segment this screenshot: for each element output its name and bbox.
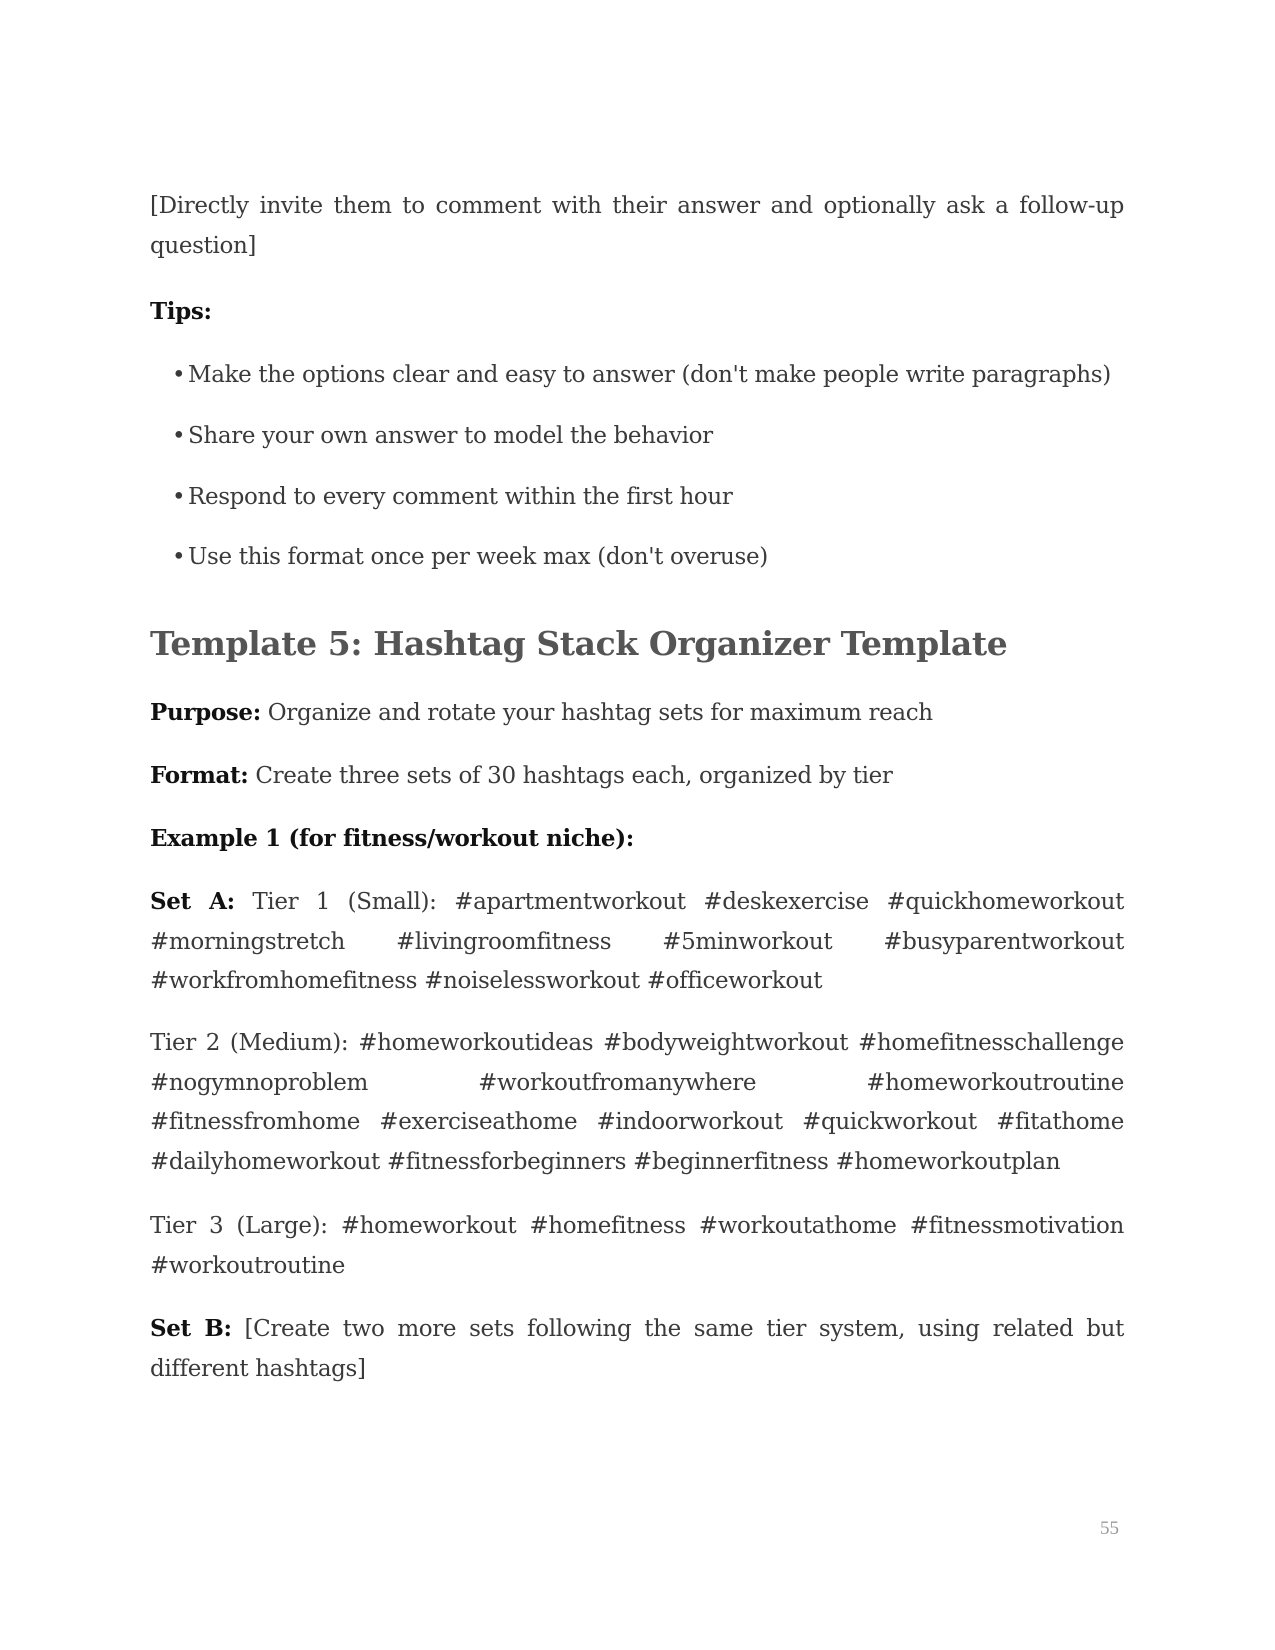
bullet-icon: • bbox=[172, 362, 186, 388]
set-b-label: Set B: bbox=[150, 1315, 232, 1342]
tips-label: Tips: bbox=[150, 298, 212, 325]
bullet-icon: • bbox=[172, 484, 186, 510]
format-label: Format: bbox=[150, 762, 249, 789]
tip-item bbox=[172, 542, 768, 572]
set-b-text: [Create two more sets following the same tier system, using related but different hashtags] bbox=[150, 1316, 1124, 1382]
tier1-hashtags: Tier 1 (Small): #apartmentworkout #deskexercise #quickhomeworkout #morningstretch #livingroomfitness #5minworkout #busyparentworkout #workfromhomefitness #noiselessworkout #officeworkout bbox=[150, 889, 1124, 994]
section-title: Template 5: Hashtag Stack Organizer Template bbox=[150, 624, 1008, 663]
set-a-tier1 bbox=[150, 882, 1124, 1002]
format-text: Create three sets of 30 hashtags each, organized by tier bbox=[248, 763, 893, 789]
intro-paragraph: [Directly invite them to comment with their answer and optionally ask a follow-up question] bbox=[150, 193, 1124, 259]
bullet-icon: • bbox=[172, 544, 186, 570]
tip-text: Share your own answer to model the behavior bbox=[188, 423, 713, 449]
tip-text: Respond to every comment within the first hour bbox=[188, 484, 733, 510]
example-heading bbox=[150, 819, 1124, 860]
set-a-tier3: Tier 3 (Large): #homeworkout #homefitness #workoutathome #fitnessmotivation #workoutroutine bbox=[150, 1213, 1124, 1279]
purpose-paragraph bbox=[150, 693, 1124, 734]
format-paragraph bbox=[150, 756, 1124, 797]
bullet-icon: • bbox=[172, 423, 186, 449]
tip-item bbox=[172, 360, 1111, 390]
set-b-paragraph bbox=[150, 1309, 1124, 1389]
tip-text: Use this format once per week max (don't overuse) bbox=[188, 544, 768, 570]
purpose-label: Purpose: bbox=[150, 699, 261, 726]
purpose-text: Organize and rotate your hashtag sets for maximum reach bbox=[260, 700, 933, 726]
tip-item bbox=[172, 421, 713, 451]
set-a-label: Set A: bbox=[150, 888, 235, 915]
example-label: Example 1 (for fitness/workout niche): bbox=[150, 825, 634, 852]
tips-heading bbox=[150, 292, 1124, 333]
tip-item bbox=[172, 482, 733, 512]
page-number: 55 bbox=[1100, 1518, 1119, 1539]
set-a-tier2: Tier 2 (Medium): #homeworkoutideas #bodyweightworkout #homefitnesschallenge #nogymnoproblem #workoutfromanywhere #homeworkoutroutine #fitnessfromhome #exerciseathome #indoorworkout #quickworkout #fitathome #dailyhomeworkout #fitnessforbeginners #beginnerfitness #homeworkoutplan bbox=[150, 1030, 1124, 1175]
tip-text: Make the options clear and easy to answer (don't make people write paragraphs) bbox=[188, 362, 1111, 388]
